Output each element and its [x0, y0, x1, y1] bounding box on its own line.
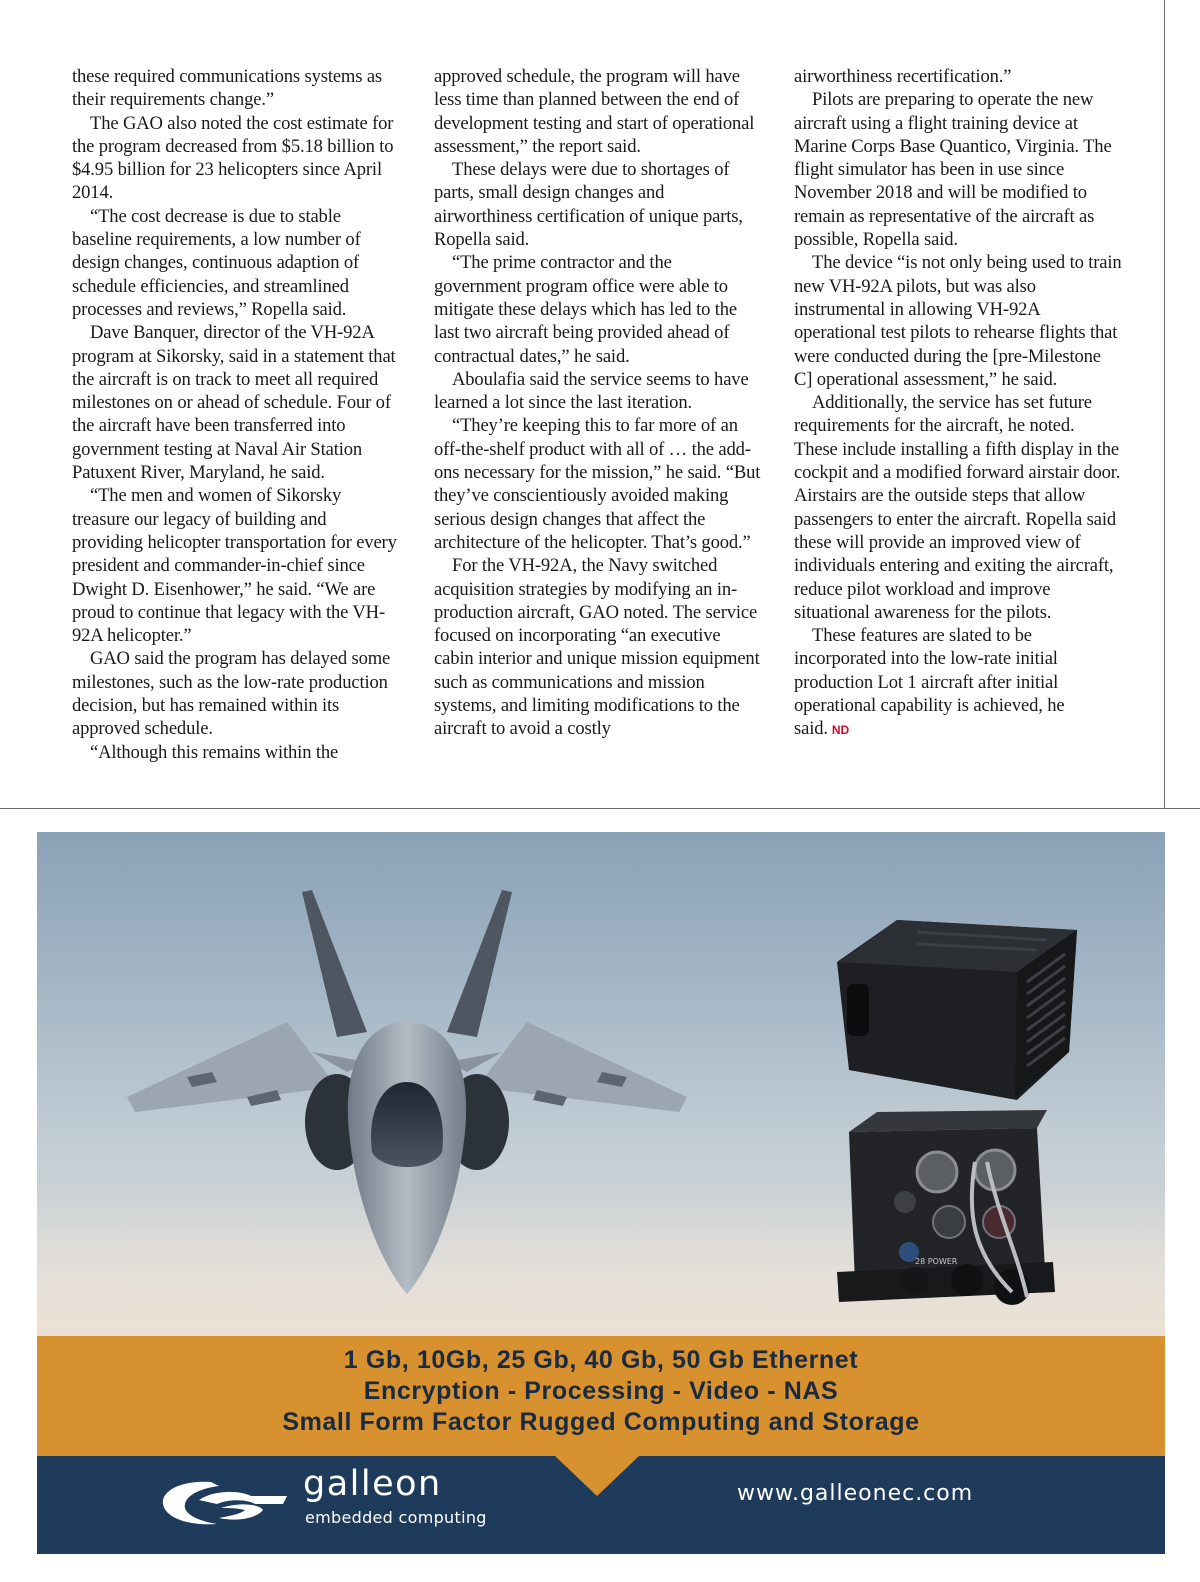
- paragraph: “The prime contractor and the government program office were able to mitigate these delays which has led to the last two aircraft being provided ahead of contractual dates,” he said.: [434, 252, 737, 367]
- brand-tagline: embedded computing: [305, 1508, 487, 1527]
- paragraph: The GAO also noted the cost estimate for the program decreased from $5.18 billion to $4.95 billion for 23 helicopters since April 2014.: [72, 112, 394, 204]
- paragraph: these required communications systems as their requirements change.”: [72, 66, 383, 111]
- ad-headline-3: Small Form Factor Rugged Computing and Storage: [282, 1408, 920, 1436]
- paragraph: These delays were due to shortages of parts, small design changes and airworthiness certification of unique parts, Ropella said.: [434, 159, 743, 251]
- galleon-logo-icon: [159, 1478, 289, 1528]
- article-body: [0, 65, 1164, 800]
- page-edge-rule: [1164, 0, 1165, 808]
- rugged-io-box-image: [837, 1110, 1055, 1305]
- paragraph: For the VH-92A, the Navy switched acquisition strategies by modifying an in-production aircraft, GAO noted. The service focused on incorporating “an executive cabin interior and unique mission equipment such as communications and mission systems, and limiting modifications to the aircraft to avoid a costly: [434, 555, 760, 740]
- paragraph: “Although this remains within the: [90, 741, 339, 763]
- article-column-1: [72, 65, 400, 764]
- paragraph: “They’re keeping this to far more of an off-the-shelf product with all of … the add-ons necessary for the mission,” he said. “But they’ve conscientiously avoided making serious design changes that affect the architecture of the helicopter. That’s good.”: [434, 415, 761, 553]
- paragraph: approved schedule, the program will have less time than planned between the end of development testing and start of operational assessment,” the report said.: [434, 66, 755, 157]
- paragraph-text: These features are slated to be incorporated into the low-rate initial production Lot 1 aircraft after initial operational capability is achieved, he said.: [794, 625, 1065, 740]
- paragraph: [794, 624, 1122, 742]
- ad-website-link[interactable]: www.galleonec.com: [737, 1481, 974, 1506]
- paragraph: “The men and women of Sikorsky treasure our legacy of building and providing helicopter transportation for every president and commander-in-chief since Dwight D. Eisenhower,” he said. “We are proud to continue that legacy with the VH-92A helicopter.”: [72, 485, 397, 647]
- paragraph: airworthiness recertification.”: [794, 66, 1012, 87]
- paragraph: Dave Banquer, director of the VH-92A program at Sikorsky, said in a statement that the aircraft is on track to meet all required milestones on or ahead of schedule. Four of the aircraft have been transferred into government testing at Naval Air Station Patuxent River, Maryland, he said.: [72, 322, 396, 484]
- end-mark: ND: [831, 723, 850, 738]
- paragraph: The device “is not only being used to train new VH-92A pilots, but was also instrumental in allowing VH-92A operational test pilots to rehearse flights that were conducted during the [pre-Milestone C] operational assessment,” he said.: [794, 252, 1122, 390]
- device-label: 28 POWER: [915, 1257, 958, 1266]
- paragraph: Aboulafia said the service seems to have learned a lot since the last iteration.: [434, 368, 749, 414]
- paragraph: Additionally, the service has set future requirements for the aircraft, he noted. These include installing a fifth display in the cockpit and a modified forward airstair door. Airstairs are the outside steps that allow passengers to enter the aircraft. Ropella said these will provide an improved view of individuals entering and exiting the aircraft, reduce pilot workload and improve situational awareness for the pilots.: [794, 392, 1121, 623]
- paragraph: GAO said the program has delayed some milestones, such as the low-rate production decision, but has remained within its approved schedule.: [72, 648, 391, 740]
- ad-photo: [37, 832, 1165, 1336]
- brand-name: galleon: [303, 1464, 442, 1504]
- advertisement[interactable]: [37, 832, 1165, 1554]
- paragraph: “The cost decrease is due to stable baseline requirements, a low number of design changes, continuous adaption of schedule efficiencies, and streamlined processes and reviews,” Ropella said.: [72, 205, 361, 320]
- article-column-3: [794, 65, 1122, 743]
- ad-notch-arrow: [555, 1456, 639, 1496]
- ad-headline-2: Encryption - Processing - Video - NAS: [363, 1377, 839, 1405]
- ad-feature-band: [37, 1336, 1165, 1456]
- rugged-computer-unit-image: [837, 920, 1077, 1100]
- ad-headline-1: 1 Gb, 10Gb, 25 Gb, 40 Gb, 50 Gb Ethernet: [343, 1346, 859, 1374]
- paragraph: Pilots are preparing to operate the new aircraft using a flight training device at Marine Corps Base Quantico, Virginia. The flight simulator has been in use since November 2018 and will be modified to remain as representative of the aircraft as possible, Ropella said.: [794, 89, 1112, 251]
- section-divider: [0, 808, 1200, 809]
- article-column-2: [434, 65, 762, 741]
